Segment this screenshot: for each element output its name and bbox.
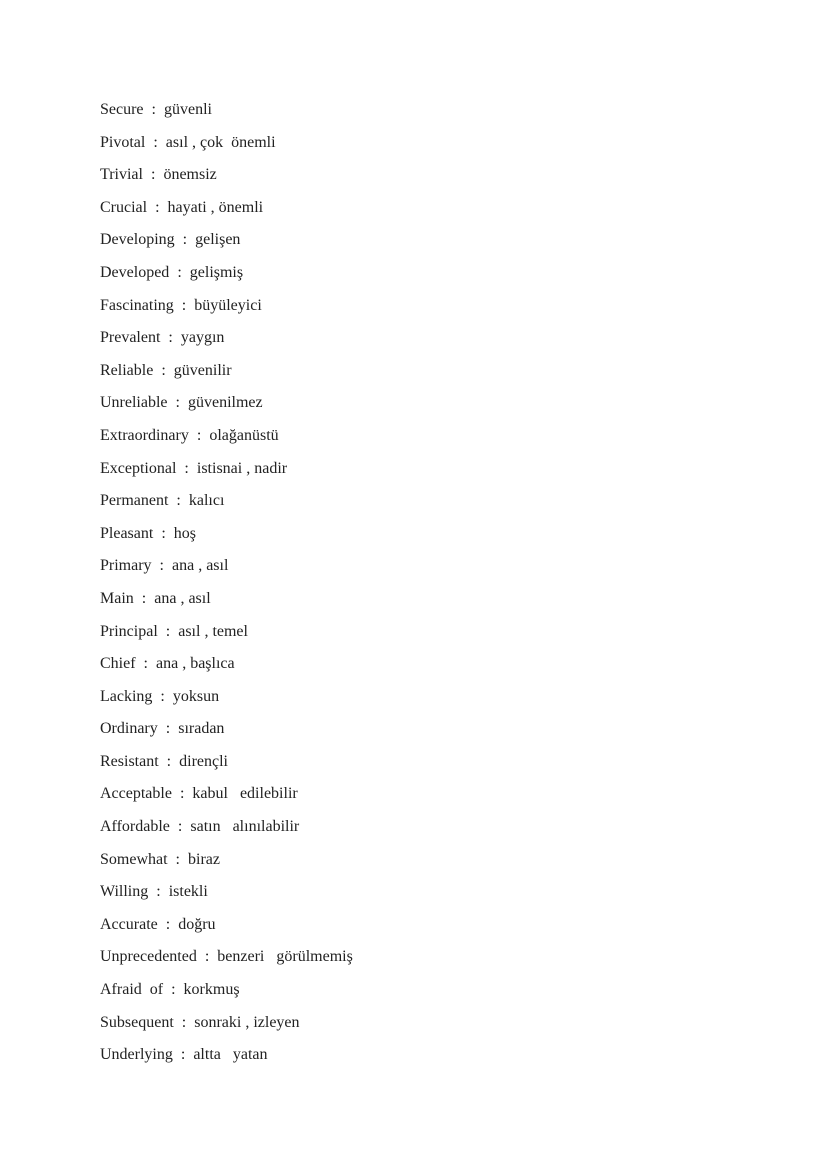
vocabulary-entry xyxy=(100,586,353,619)
vocabulary-entry xyxy=(100,358,353,391)
vocabulary-entry xyxy=(100,162,353,195)
vocabulary-entry xyxy=(100,325,353,358)
vocabulary-entry xyxy=(100,716,353,749)
entry-meaning: asıl , çok önemli xyxy=(165,133,276,151)
entry-term: Extraordinary xyxy=(100,426,189,444)
entry-separator: : xyxy=(168,329,173,347)
entry-term: Lacking xyxy=(100,687,153,705)
entry-term: Somewhat xyxy=(100,850,168,868)
entry-meaning: kalıcı xyxy=(188,492,225,510)
entry-term: Afraid of xyxy=(100,981,164,999)
entry-term: Exceptional xyxy=(100,459,177,477)
entry-term: Unprecedented xyxy=(100,948,197,966)
vocabulary-entry xyxy=(100,944,353,977)
entry-term: Developed xyxy=(100,263,170,281)
entry-meaning: güvenilir xyxy=(173,361,232,379)
entry-separator: : xyxy=(161,361,166,379)
entry-meaning: hayati , önemli xyxy=(167,198,264,216)
entry-term: Subsequent xyxy=(100,1013,174,1031)
entry-separator: : xyxy=(143,655,148,673)
entry-term: Main xyxy=(100,589,134,607)
entry-meaning: ana , başlıca xyxy=(156,655,235,673)
entry-separator: : xyxy=(160,687,165,705)
entry-term: Underlying xyxy=(100,1046,173,1064)
entry-term: Developing xyxy=(100,231,175,249)
entry-separator: : xyxy=(171,981,176,999)
vocabulary-entry xyxy=(100,977,353,1010)
vocabulary-entry xyxy=(100,130,353,163)
entry-meaning: kabul edilebilir xyxy=(192,785,298,803)
vocabulary-entry xyxy=(100,1010,353,1043)
vocabulary-entry xyxy=(100,684,353,717)
entry-term: Crucial xyxy=(100,198,148,216)
entry-meaning: ana , asıl xyxy=(172,557,229,575)
vocabulary-entry xyxy=(100,781,353,814)
vocabulary-entry xyxy=(100,912,353,945)
entry-separator: : xyxy=(177,818,183,836)
entry-term: Permanent xyxy=(100,492,169,510)
vocabulary-list xyxy=(100,97,353,1075)
vocabulary-entry xyxy=(100,195,353,228)
entry-term: Ordinary xyxy=(100,720,158,738)
vocabulary-entry xyxy=(100,423,353,456)
entry-meaning: büyüleyici xyxy=(194,296,262,314)
entry-meaning: benzeri görülmemiş xyxy=(217,948,353,966)
entry-meaning: biraz xyxy=(188,850,220,868)
entry-meaning: hoş xyxy=(173,524,197,542)
entry-term: Prevalent xyxy=(100,329,161,347)
entry-meaning: istisnai , nadir xyxy=(196,459,288,477)
entry-meaning: asıl , temel xyxy=(178,622,248,640)
entry-term: Pleasant xyxy=(100,524,154,542)
entry-term: Resistant xyxy=(100,752,159,770)
entry-separator: : xyxy=(177,263,182,281)
entry-separator: : xyxy=(161,524,166,542)
vocabulary-entry xyxy=(100,651,353,684)
entry-meaning: sonraki , izleyen xyxy=(194,1013,300,1031)
entry-separator: : xyxy=(166,752,172,770)
entry-meaning: doğru xyxy=(178,915,216,933)
vocabulary-entry xyxy=(100,847,353,880)
entry-separator: : xyxy=(165,720,171,738)
entry-separator: : xyxy=(165,915,171,933)
entry-separator: : xyxy=(175,850,180,868)
entry-separator: : xyxy=(179,785,185,803)
vocabulary-entry xyxy=(100,749,353,782)
entry-term: Accurate xyxy=(100,915,158,933)
entry-separator: : xyxy=(184,459,189,477)
vocabulary-entry xyxy=(100,293,353,326)
entry-term: Trivial xyxy=(100,166,143,184)
entry-separator: : xyxy=(141,589,147,607)
vocabulary-entry xyxy=(100,521,353,554)
entry-term: Secure xyxy=(100,101,144,118)
entry-meaning: yoksun xyxy=(172,687,220,705)
entry-meaning: korkmuş xyxy=(183,981,240,999)
entry-term: Chief xyxy=(100,655,136,673)
entry-meaning: yaygın xyxy=(180,329,225,347)
vocabulary-entry xyxy=(100,488,353,521)
entry-separator: : xyxy=(175,394,180,412)
entry-separator: : xyxy=(153,133,158,151)
entry-separator: : xyxy=(150,166,156,184)
entry-separator: : xyxy=(181,296,187,314)
entry-separator: : xyxy=(180,1046,186,1064)
entry-term: Fascinating xyxy=(100,296,174,314)
vocabulary-entry xyxy=(100,390,353,423)
entry-meaning: altta yatan xyxy=(193,1046,268,1064)
vocabulary-entry xyxy=(100,879,353,912)
entry-meaning: gelişen xyxy=(195,231,241,249)
entry-meaning: satın alınılabilir xyxy=(190,818,300,836)
vocabulary-entry xyxy=(100,1042,353,1075)
entry-separator: : xyxy=(196,426,202,444)
entry-term: Affordable xyxy=(100,818,170,836)
entry-term: Primary xyxy=(100,557,152,575)
entry-separator: : xyxy=(165,622,171,640)
entry-meaning: önemsiz xyxy=(163,166,217,184)
entry-separator: : xyxy=(176,492,181,510)
entry-term: Reliable xyxy=(100,361,154,379)
entry-meaning: sıradan xyxy=(178,720,225,738)
entry-meaning: dirençli xyxy=(179,752,228,770)
entry-term: Acceptable xyxy=(100,785,172,803)
entry-separator: : xyxy=(182,231,188,249)
entry-separator: : xyxy=(151,101,156,118)
vocabulary-entry xyxy=(100,553,353,586)
vocabulary-entry xyxy=(100,456,353,489)
vocabulary-entry xyxy=(100,619,353,652)
entry-term: Willing xyxy=(100,883,149,901)
entry-separator: : xyxy=(156,883,161,901)
entry-meaning: olağanüstü xyxy=(209,426,279,444)
vocabulary-entry xyxy=(100,227,353,260)
vocabulary-entry xyxy=(100,97,353,130)
entry-meaning: gelişmiş xyxy=(189,263,244,281)
entry-meaning: güvenli xyxy=(163,101,212,118)
entry-separator: : xyxy=(159,557,164,575)
entry-term: Unreliable xyxy=(100,394,168,412)
vocabulary-entry xyxy=(100,260,353,293)
entry-meaning: ana , asıl xyxy=(154,589,211,607)
vocabulary-entry xyxy=(100,814,353,847)
entry-separator: : xyxy=(181,1013,187,1031)
entry-separator: : xyxy=(204,948,210,966)
entry-meaning: güvenilmez xyxy=(187,394,263,412)
entry-term: Pivotal xyxy=(100,133,146,151)
entry-meaning: istekli xyxy=(168,883,208,901)
entry-separator: : xyxy=(155,198,160,216)
entry-term: Principal xyxy=(100,622,158,640)
